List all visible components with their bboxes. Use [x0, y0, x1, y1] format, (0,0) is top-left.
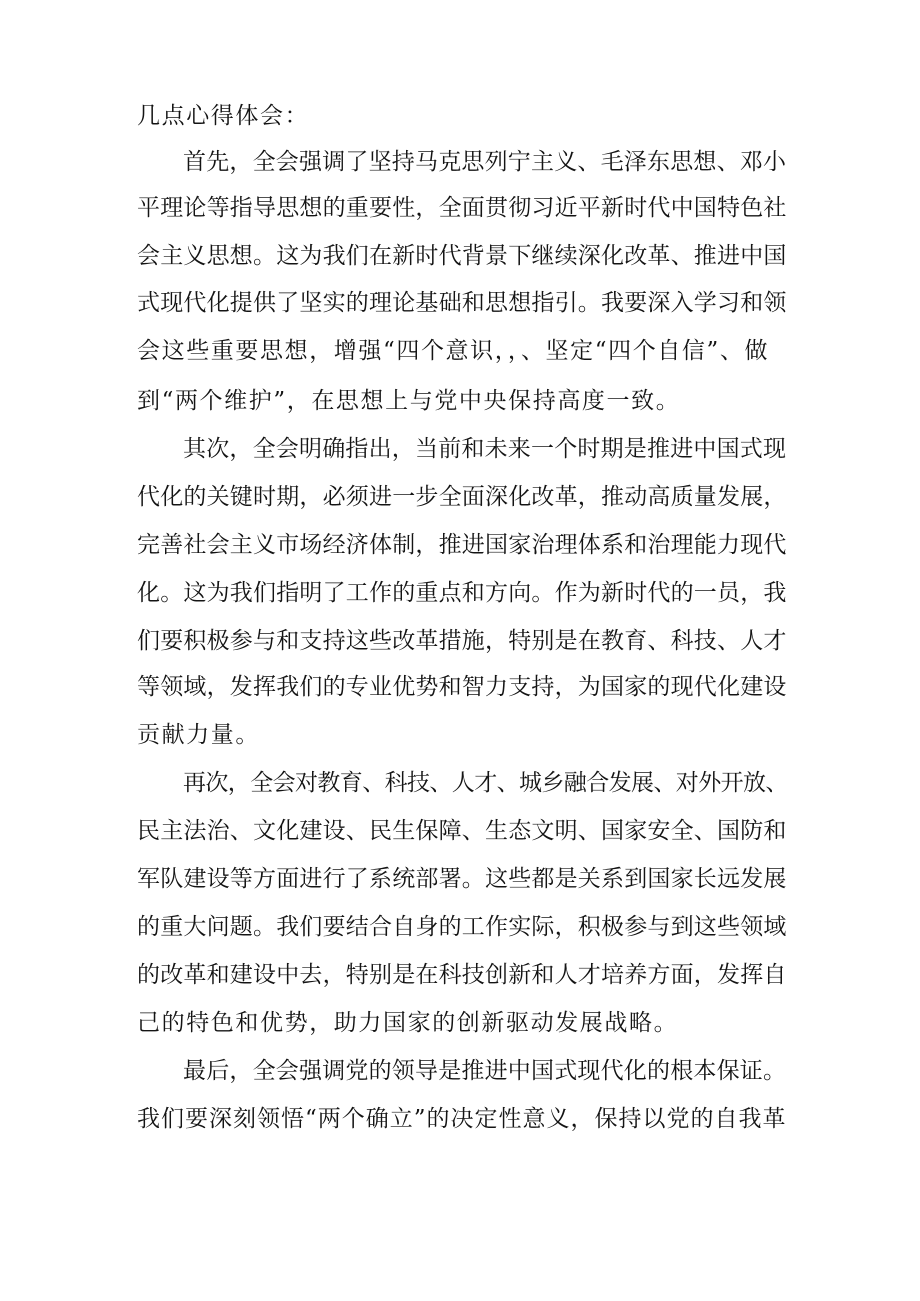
text-line: 到“两个维护”，在思想上与党中央保持高度一致。	[137, 388, 681, 414]
paragraph-first-line: 首先，全会强调了坚持马克思列宁主义、毛泽东思想、邓小	[183, 149, 787, 175]
text-line: 的改革和建设中去，特别是在科技创新和人才培养方面，发挥自	[137, 962, 787, 988]
text-line: 己的特色和优势，助力国家的创新驱动发展战略。	[137, 1010, 679, 1036]
text-line: 代化的关键时期，必须进一步全面深化改革，推动高质量发展，	[137, 484, 787, 510]
text-line: 平理论等指导思想的重要性，全面贯彻习近平新时代中国特色社	[137, 195, 787, 221]
text-line: 会这些重要思想，增强“四个意识，，、坚定“四个自信”、做	[137, 338, 770, 364]
text-line: 贡献力量。	[137, 722, 260, 748]
paragraph-first-line: 再次，全会对教育、科技、人才、城乡融合发展、对外开放、	[183, 770, 788, 796]
text-line: 式现代化提供了坚实的理论基础和思想指引。我要深入学习和领	[137, 290, 787, 316]
text-line: 化。这为我们指明了工作的重点和方向。作为新时代的一员，我	[137, 580, 787, 606]
text-line: 的重大问题。我们要结合自身的工作实际，积极参与到这些领域	[137, 914, 787, 940]
text-line: 完善社会主义市场经济体制，推进国家治理体系和治理能力现代	[137, 532, 787, 558]
text-line: 民主法治、文化建设、民生保障、生态文明、国家安全、国防和	[137, 818, 787, 844]
text-line: 几点心得体会：	[137, 103, 310, 129]
paragraph-first-line: 最后，全会强调党的领导是推进中国式现代化的根本保证。	[183, 1058, 787, 1084]
text-line: 会主义思想。这为我们在新时代背景下继续深化改革、推进中国	[137, 243, 787, 269]
text-line: 等领域，发挥我们的专业优势和智力支持，为国家的现代化建设	[137, 674, 787, 700]
paragraph-first-line: 其次，全会明确指出，当前和未来一个时期是推进中国式现	[183, 436, 787, 462]
text-line: 军队建设等方面进行了系统部署。这些都是关系到国家长远发展	[137, 866, 787, 892]
text-line: 们要积极参与和支持这些改革措施，特别是在教育、科技、人才	[137, 628, 787, 654]
text-line: 我们要深刻领悟“两个确立”的决定性意义，保持以党的自我革	[137, 1106, 787, 1132]
